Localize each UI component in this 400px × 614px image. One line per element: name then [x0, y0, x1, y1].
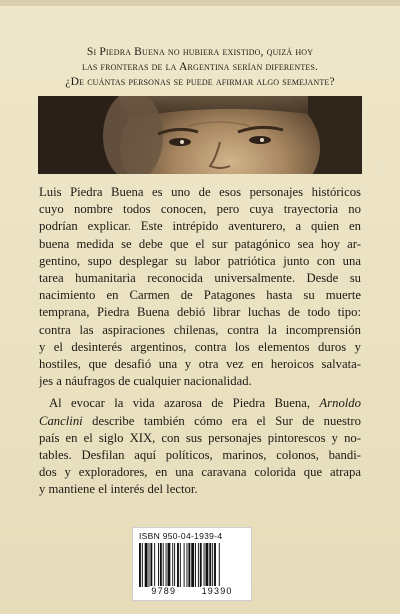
barcode-bar — [184, 543, 185, 587]
barcode-bar — [188, 543, 190, 587]
barcode-bar — [142, 543, 143, 587]
barcode-number-left: 9789 — [151, 586, 177, 596]
synopsis-line: jes a náufragos de cualquier nacionalidad. — [39, 374, 252, 389]
barcode-bar — [154, 543, 155, 587]
synopsis-line: cuyo nombre todos conocen, pero cuya trayectoria no — [39, 202, 361, 217]
synopsis-line: país en el siglo XIX, con sus personajes pintorescos y no- — [39, 430, 361, 445]
barcode-bar — [214, 543, 216, 587]
barcode-bar — [172, 543, 173, 587]
barcode-bar — [195, 543, 196, 587]
synopsis-line — [39, 395, 361, 412]
barcode-bar — [149, 543, 150, 587]
barcode-bar — [200, 543, 202, 587]
barcode-bar — [145, 543, 148, 587]
synopsis-line: contra las aspiraciones chilenas, contra la incomprensión — [39, 322, 361, 337]
synopsis-line: y el desinterés argentinos, contra los elementos duros y — [39, 339, 361, 354]
barcode-number — [133, 586, 251, 596]
author-name: Canclini — [39, 413, 83, 428]
barcode-bar — [206, 543, 209, 587]
barcode — [132, 527, 252, 601]
barcode-bar — [158, 543, 159, 587]
synopsis-line: tables. Desfilan aquí políticos, marinos, colonos, bandi- — [39, 448, 361, 463]
cover-blurb — [40, 44, 360, 89]
synopsis-text — [39, 184, 361, 499]
synopsis-line: podrían explicar. Este intrépido aventurero, a quien en — [39, 219, 361, 234]
synopsis-line: buena medida se debe que el sur patagónico sea hoy ar- — [39, 236, 361, 251]
synopsis-line: gentino, supo desplegar su labor patriótica junto con una — [39, 253, 361, 268]
author-name: Arnoldo — [319, 396, 361, 411]
synopsis-line: Luis Piedra Buena es uno de esos personajes históricos — [39, 185, 361, 199]
blurb-line-1: Si Piedra Buena no hubiera existido, quizá hoy — [86, 45, 314, 58]
barcode-bar — [191, 543, 194, 587]
synopsis-line: nacimiento en Carmen de Patagones hasta su muerte — [39, 288, 361, 303]
portrait-illustration — [38, 96, 362, 174]
synopsis-line: tarea humanitaria reconocida universalmente. Desde su — [39, 271, 361, 286]
barcode-bar — [160, 543, 162, 587]
barcode-icon — [138, 543, 246, 587]
barcode-bar — [212, 543, 213, 587]
barcode-bar — [219, 543, 220, 587]
synopsis-line — [39, 413, 361, 430]
synopsis-line: temprana, Piedra Buena debió librar luchas de todo tipo: — [39, 305, 361, 320]
barcode-bar — [187, 543, 188, 587]
barcode-number-right: 19390 — [201, 586, 233, 596]
barcode-bar — [204, 543, 205, 587]
barcode-bar — [163, 543, 164, 587]
barcode-bar — [150, 543, 152, 587]
portrait-photo — [38, 96, 362, 174]
blurb-line-3: ¿De cuántas personas se puede afirmar algo semejante? — [65, 75, 335, 88]
barcode-bar — [180, 543, 181, 587]
barcode-bar — [174, 543, 175, 587]
barcode-bar — [168, 543, 171, 587]
isbn-label: ISBN 950-04-1939-4 — [139, 531, 223, 541]
barcode-bar — [166, 543, 167, 587]
barcode-bar — [198, 543, 199, 587]
synopsis-text-run: describe también cómo era el Sur de nuestro — [82, 413, 361, 428]
synopsis-line: y mantiene el interés del lector. — [39, 482, 198, 497]
cover-top-edge — [0, 0, 400, 6]
barcode-bar — [209, 543, 211, 587]
synopsis-text-run: Al evocar la vida azarosa de Piedra Buena, — [49, 396, 320, 411]
blurb-line-2: las fronteras de la Argentina serían diferentes. — [81, 60, 319, 73]
synopsis-line: dos y exploradores, en una caravana colorida que atrapa — [39, 465, 361, 480]
barcode-bar — [139, 543, 141, 587]
barcode-bar — [177, 543, 179, 587]
synopsis-line: hostiles, que desafió una y otra vez en heroicos salvata- — [39, 357, 361, 372]
